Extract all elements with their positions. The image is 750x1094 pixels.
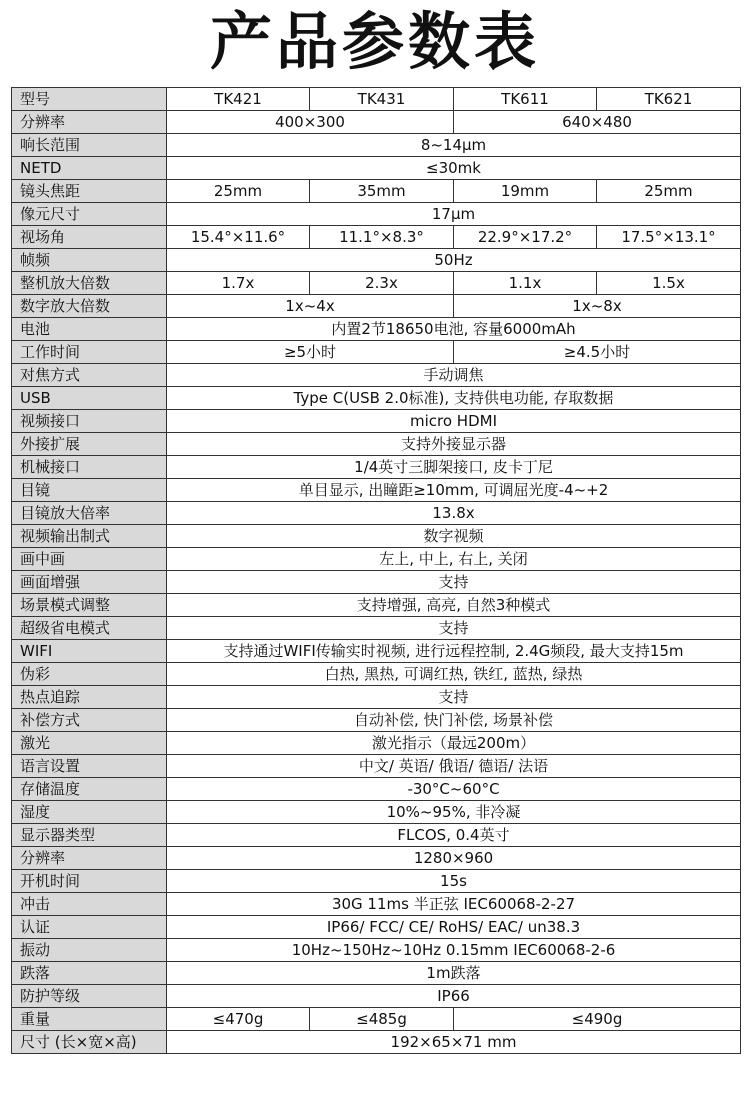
row-value: 10Hz~150Hz~10Hz 0.15mm IEC60068-2-6 bbox=[167, 939, 741, 962]
row-value: ≤490g bbox=[454, 1008, 741, 1031]
row-value: 15s bbox=[167, 870, 741, 893]
row-label: 分辨率 bbox=[12, 111, 167, 134]
row-value: 50Hz bbox=[167, 249, 741, 272]
row-label: 冲击 bbox=[12, 893, 167, 916]
spec-table bbox=[11, 87, 741, 1054]
row-value: IP66 bbox=[167, 985, 741, 1008]
row-value: 1/4英寸三脚架接口, 皮卡丁尼 bbox=[167, 456, 741, 479]
table-row bbox=[12, 732, 741, 755]
row-value: 1.1x bbox=[454, 272, 597, 295]
row-label: 振动 bbox=[12, 939, 167, 962]
row-value: TK431 bbox=[310, 88, 454, 111]
row-value: 左上, 中上, 右上, 关闭 bbox=[167, 548, 741, 571]
row-value: ≥4.5小时 bbox=[454, 341, 741, 364]
row-label: 补偿方式 bbox=[12, 709, 167, 732]
table-row bbox=[12, 916, 741, 939]
row-label: 视频输出制式 bbox=[12, 525, 167, 548]
row-label: 激光 bbox=[12, 732, 167, 755]
table-row bbox=[12, 387, 741, 410]
row-label: 工作时间 bbox=[12, 341, 167, 364]
row-value: ≤485g bbox=[310, 1008, 454, 1031]
table-row bbox=[12, 456, 741, 479]
row-value: 11.1°×8.3° bbox=[310, 226, 454, 249]
row-label: 超级省电模式 bbox=[12, 617, 167, 640]
table-row bbox=[12, 548, 741, 571]
table-row bbox=[12, 893, 741, 916]
table-row bbox=[12, 295, 741, 318]
row-value: 1m跌落 bbox=[167, 962, 741, 985]
table-row bbox=[12, 870, 741, 893]
table-row bbox=[12, 479, 741, 502]
row-value: TK611 bbox=[454, 88, 597, 111]
row-value: 激光指示（最远200m） bbox=[167, 732, 741, 755]
row-label: 画中画 bbox=[12, 548, 167, 571]
row-value: 17μm bbox=[167, 203, 741, 226]
table-row bbox=[12, 226, 741, 249]
row-value: 支持 bbox=[167, 571, 741, 594]
table-row bbox=[12, 847, 741, 870]
table-row bbox=[12, 203, 741, 226]
row-label: 认证 bbox=[12, 916, 167, 939]
row-label: NETD bbox=[12, 157, 167, 180]
table-row bbox=[12, 985, 741, 1008]
row-label: 外接扩展 bbox=[12, 433, 167, 456]
table-row bbox=[12, 341, 741, 364]
row-label: 重量 bbox=[12, 1008, 167, 1031]
table-row bbox=[12, 686, 741, 709]
table-row bbox=[12, 111, 741, 134]
table-row bbox=[12, 617, 741, 640]
page-title: 产品参数表 bbox=[209, 5, 540, 78]
row-label: 语言设置 bbox=[12, 755, 167, 778]
row-label: 电池 bbox=[12, 318, 167, 341]
row-value: 支持 bbox=[167, 686, 741, 709]
row-value: 192×65×71 mm bbox=[167, 1031, 741, 1054]
row-value: 640×480 bbox=[454, 111, 741, 134]
row-value: 支持 bbox=[167, 617, 741, 640]
spec-table-body bbox=[12, 88, 741, 1054]
row-value: 1.5x bbox=[597, 272, 741, 295]
table-row bbox=[12, 180, 741, 203]
row-value: 25mm bbox=[167, 180, 310, 203]
table-row bbox=[12, 88, 741, 111]
row-value: TK421 bbox=[167, 88, 310, 111]
row-label: 尺寸 (长×宽×高) bbox=[12, 1031, 167, 1054]
row-label: 画面增强 bbox=[12, 571, 167, 594]
table-row bbox=[12, 594, 741, 617]
row-value: IP66/ FCC/ CE/ RoHS/ EAC/ un38.3 bbox=[167, 916, 741, 939]
row-label: 整机放大倍数 bbox=[12, 272, 167, 295]
table-row bbox=[12, 755, 741, 778]
row-label: 伪彩 bbox=[12, 663, 167, 686]
row-value: ≥5小时 bbox=[167, 341, 454, 364]
row-value: 支持通过WIFI传输实时视频, 进行远程控制, 2.4G频段, 最大支持15m bbox=[167, 640, 741, 663]
row-value: 15.4°×11.6° bbox=[167, 226, 310, 249]
row-value: 10%~95%, 非冷凝 bbox=[167, 801, 741, 824]
row-value: 单目显示, 出瞳距≥10mm, 可调屈光度-4~+2 bbox=[167, 479, 741, 502]
row-value: 22.9°×17.2° bbox=[454, 226, 597, 249]
row-value: 19mm bbox=[454, 180, 597, 203]
row-label: 像元尺寸 bbox=[12, 203, 167, 226]
row-label: 开机时间 bbox=[12, 870, 167, 893]
row-label: 显示器类型 bbox=[12, 824, 167, 847]
row-value: TK621 bbox=[597, 88, 741, 111]
row-value: 1280×960 bbox=[167, 847, 741, 870]
table-row bbox=[12, 525, 741, 548]
table-row bbox=[12, 824, 741, 847]
row-value: 支持外接显示器 bbox=[167, 433, 741, 456]
table-row bbox=[12, 962, 741, 985]
row-value: 1.7x bbox=[167, 272, 310, 295]
row-value: 白热, 黑热, 可调红热, 铁红, 蓝热, 绿热 bbox=[167, 663, 741, 686]
table-row bbox=[12, 272, 741, 295]
row-value: 自动补偿, 快门补偿, 场景补偿 bbox=[167, 709, 741, 732]
table-row bbox=[12, 1008, 741, 1031]
row-label: 分辨率 bbox=[12, 847, 167, 870]
row-value: 支持增强, 高亮, 自然3种模式 bbox=[167, 594, 741, 617]
row-label: 机械接口 bbox=[12, 456, 167, 479]
row-value: FLCOS, 0.4英寸 bbox=[167, 824, 741, 847]
table-row bbox=[12, 364, 741, 387]
row-value: 内置2节18650电池, 容量6000mAh bbox=[167, 318, 741, 341]
row-value: 2.3x bbox=[310, 272, 454, 295]
row-label: 型号 bbox=[12, 88, 167, 111]
table-row bbox=[12, 663, 741, 686]
table-row bbox=[12, 801, 741, 824]
row-value: Type C(USB 2.0标准), 支持供电功能, 存取数据 bbox=[167, 387, 741, 410]
table-row bbox=[12, 318, 741, 341]
table-row bbox=[12, 433, 741, 456]
table-row bbox=[12, 571, 741, 594]
row-value: 手动调焦 bbox=[167, 364, 741, 387]
row-value: -30°C~60°C bbox=[167, 778, 741, 801]
row-value: ≤30mk bbox=[167, 157, 741, 180]
row-label: 响长范围 bbox=[12, 134, 167, 157]
table-row bbox=[12, 134, 741, 157]
row-value: ≤470g bbox=[167, 1008, 310, 1031]
table-row bbox=[12, 410, 741, 433]
row-label: WIFI bbox=[12, 640, 167, 663]
table-row bbox=[12, 939, 741, 962]
row-label: 数字放大倍数 bbox=[12, 295, 167, 318]
row-value: 25mm bbox=[597, 180, 741, 203]
row-label: 视场角 bbox=[12, 226, 167, 249]
table-row bbox=[12, 157, 741, 180]
row-value: 13.8x bbox=[167, 502, 741, 525]
table-row bbox=[12, 778, 741, 801]
table-row bbox=[12, 1031, 741, 1054]
row-label: 对焦方式 bbox=[12, 364, 167, 387]
row-value: 1x~8x bbox=[454, 295, 741, 318]
row-value: 30G 11ms 半正弦 IEC60068-2-27 bbox=[167, 893, 741, 916]
row-label: 目镜放大倍率 bbox=[12, 502, 167, 525]
row-value: 400×300 bbox=[167, 111, 454, 134]
row-label: 目镜 bbox=[12, 479, 167, 502]
row-label: 视频接口 bbox=[12, 410, 167, 433]
table-row bbox=[12, 640, 741, 663]
table-row bbox=[12, 249, 741, 272]
table-row bbox=[12, 502, 741, 525]
row-label: 镜头焦距 bbox=[12, 180, 167, 203]
table-row bbox=[12, 709, 741, 732]
row-label: USB bbox=[12, 387, 167, 410]
row-label: 跌落 bbox=[12, 962, 167, 985]
row-label: 湿度 bbox=[12, 801, 167, 824]
row-value: 数字视频 bbox=[167, 525, 741, 548]
row-label: 场景模式调整 bbox=[12, 594, 167, 617]
row-value: 8~14μm bbox=[167, 134, 741, 157]
row-label: 热点追踪 bbox=[12, 686, 167, 709]
row-value: 35mm bbox=[310, 180, 454, 203]
row-label: 存储温度 bbox=[12, 778, 167, 801]
row-label: 帧频 bbox=[12, 249, 167, 272]
row-value: micro HDMI bbox=[167, 410, 741, 433]
row-value: 1x~4x bbox=[167, 295, 454, 318]
row-value: 中文/ 英语/ 俄语/ 德语/ 法语 bbox=[167, 755, 741, 778]
row-value: 17.5°×13.1° bbox=[597, 226, 741, 249]
row-label: 防护等级 bbox=[12, 985, 167, 1008]
